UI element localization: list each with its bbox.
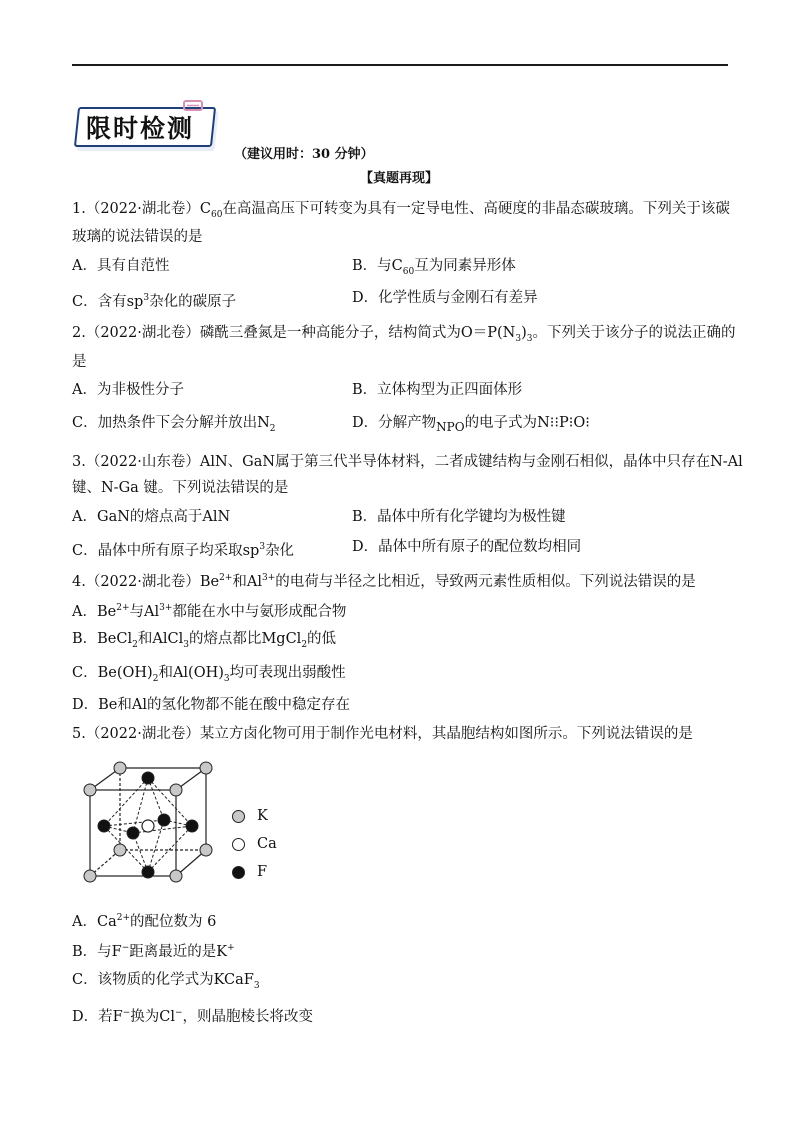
q5-option-a: A．$Ca^{2+}$的配位数为 6 — [72, 913, 217, 930]
ca-atom — [142, 820, 154, 832]
figure-legend — [232, 802, 277, 886]
octa-edge — [148, 826, 192, 872]
q1-option-b: B．与$C_{60}$互为同素异形体 — [352, 258, 516, 277]
legend-item-k: K — [232, 802, 277, 830]
q2-option-c: C．加热条件下会分解并放出$N_2$ — [72, 415, 276, 434]
f-legend-dot — [232, 866, 245, 879]
f-atom — [158, 814, 170, 826]
q4-stem: 4.（2022·湖北卷）$Be^{2+}$和$Al^{3+}$的电荷与半径之比相近，导致两元素性质相似。下列说法错误的是 — [72, 573, 696, 590]
q2-option-b: B．立体构型为正四面体形 — [352, 382, 523, 398]
q2-option-d: D．分解产物$_{NPO}$的电子式为N⁝⁝P⁝O⁝ — [352, 415, 590, 434]
k-legend-dot — [232, 810, 245, 823]
octa-edge — [104, 778, 148, 826]
q3-stem-line1: 3.（2022·山东卷）AlN、GaN属于第三代半导体材料，二者成键结构与金刚石相似，晶体中只存在N-Al — [72, 454, 743, 470]
section-title: 【真题再现】 — [360, 171, 439, 186]
f-atom — [142, 772, 154, 784]
f-atom — [98, 820, 110, 832]
q1-stem-line2: 玻璃的说法错误的是 — [72, 229, 203, 245]
octa-edge — [104, 820, 164, 826]
crystal-unit-cell-figure — [76, 758, 216, 890]
badge-title: 限时检测 — [86, 114, 195, 143]
q5-option-b: B．与F−距离最近的是K+ — [72, 943, 235, 960]
k-atom — [84, 870, 96, 882]
octa-edge — [148, 778, 164, 820]
q2-stem-line2: 是 — [72, 354, 87, 370]
k-atom — [200, 762, 212, 774]
q5-stem: 5.（2022·湖北卷）某立方卤化物可用于制作光电材料，其晶胞结构如图所示。下列说法错误的是 — [72, 726, 693, 742]
ca-legend-dot — [232, 838, 245, 851]
k-atom — [114, 762, 126, 774]
section-badge — [72, 103, 220, 149]
q2-option-a: A．为非极性分子 — [72, 382, 184, 398]
q4-option-d: D．Be和Al的氢化物都不能在酸中稳定存在 — [72, 697, 350, 713]
f-atom — [127, 827, 139, 839]
q4-option-c: C．$Be(OH)_2$和$Al(OH)_3$均可表现出弱酸性 — [72, 665, 346, 684]
legend-item-f: F — [232, 858, 277, 886]
legend-item-ca: Ca — [232, 830, 277, 858]
q3-option-b: B．晶体中所有化学键均为极性键 — [352, 509, 566, 525]
q3-option-d: D．晶体中所有原子的配位数均相同 — [352, 539, 582, 555]
q5-option-c: C．该物质的化学式为KCaF$_3$ — [72, 972, 260, 991]
k-atom — [200, 844, 212, 856]
q1-option-d: D．化学性质与金刚石有差异 — [352, 290, 538, 306]
q3-stem-line2: 键、N-Ga 键。下列说法错误的是 — [72, 480, 289, 496]
q3-option-c: C．晶体中所有原子均采取$sp^3$杂化 — [72, 542, 295, 559]
q3-option-a: A．GaN的熔点高于AlN — [72, 509, 231, 525]
q1-option-a: A．具有自范性 — [72, 258, 170, 274]
top-rule — [72, 64, 728, 66]
k-atom — [170, 870, 182, 882]
k-atom — [84, 784, 96, 796]
time-hint: （建议用时：30 分钟） — [234, 147, 374, 162]
f-atom — [142, 866, 154, 878]
q2-stem-line1: 2.（2022·湖北卷）磷酰三叠氮是一种高能分子，结构简式为$O=P(N_3)_3$。下列关于该分子的说法正确的 — [72, 325, 736, 344]
q1-stem-line1: 1.（2022·湖北卷）$C_{60}$在高温高压下可转变为具有一定导电性、高硬度的非晶态碳玻璃。下列关于该碳 — [72, 201, 730, 220]
k-atom — [114, 844, 126, 856]
f-atom — [186, 820, 198, 832]
q4-option-a: A．$Be^{2+}$与$Al^{3+}$都能在水中与氨形成配合物 — [72, 603, 347, 620]
q4-option-b: B．BeCl$_2$和AlCl$_3$的熔点都比MgCl$_2$的低 — [72, 631, 337, 650]
paper-clip-icon — [182, 99, 204, 113]
q1-option-c: C．含有$sp^3$杂化的碳原子 — [72, 293, 237, 310]
k-atom — [170, 784, 182, 796]
q5-option-d: D．若F−换为Cl−，则晶胞棱长将改变 — [72, 1008, 314, 1025]
